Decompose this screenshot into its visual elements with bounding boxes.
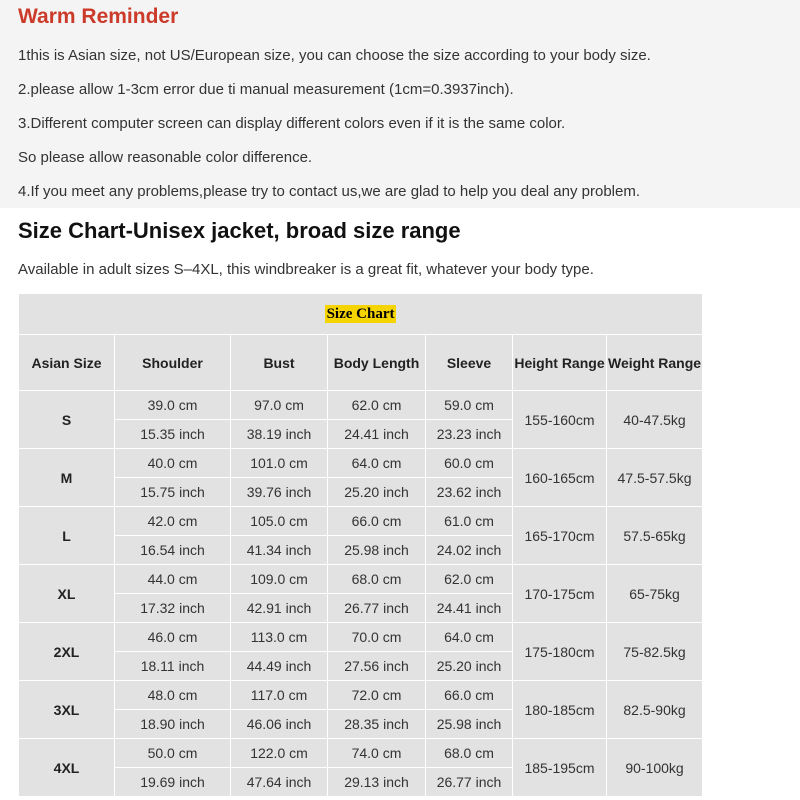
column-header-sleeve: Sleeve: [426, 335, 513, 391]
sleeve-cm-value: 66.0 cm: [426, 681, 513, 710]
column-header-weight-range: Weight Range: [607, 335, 703, 391]
height-range-value: 165-170cm: [513, 507, 607, 565]
sleeve-inch-value: 26.77 inch: [426, 768, 513, 797]
table-row: [19, 681, 703, 710]
size-label: L: [19, 507, 115, 565]
table-caption-row: [19, 294, 703, 335]
sleeve-inch-value: 25.20 inch: [426, 652, 513, 681]
shoulder-cm-value: 40.0 cm: [115, 449, 231, 478]
shoulder-inch-value: 16.54 inch: [115, 536, 231, 565]
sleeve-cm-value: 59.0 cm: [426, 391, 513, 420]
size-chart-subtitle: Available in adult sizes S–4XL, this windbreaker is a great fit, whatever your body type.: [18, 261, 594, 278]
weight-range-value: 57.5-65kg: [607, 507, 703, 565]
body-length-cm-value: 66.0 cm: [328, 507, 426, 536]
shoulder-cm-value: 42.0 cm: [115, 507, 231, 536]
body-length-inch-value: 26.77 inch: [328, 594, 426, 623]
weight-range-value: 65-75kg: [607, 565, 703, 623]
body-length-cm-value: 74.0 cm: [328, 739, 426, 768]
table-caption-cell: [19, 294, 703, 335]
bust-cm-value: 117.0 cm: [231, 681, 328, 710]
table-row: [19, 449, 703, 478]
bust-inch-value: 44.49 inch: [231, 652, 328, 681]
sleeve-cm-value: 64.0 cm: [426, 623, 513, 652]
column-header-shoulder: Shoulder: [115, 335, 231, 391]
size-label: 3XL: [19, 681, 115, 739]
shoulder-inch-value: 18.90 inch: [115, 710, 231, 739]
body-length-cm-value: 62.0 cm: [328, 391, 426, 420]
weight-range-value: 47.5-57.5kg: [607, 449, 703, 507]
body-length-cm-value: 72.0 cm: [328, 681, 426, 710]
sleeve-inch-value: 23.62 inch: [426, 478, 513, 507]
column-header-asian-size: Asian Size: [19, 335, 115, 391]
bust-cm-value: 105.0 cm: [231, 507, 328, 536]
weight-range-value: 82.5-90kg: [607, 681, 703, 739]
sleeve-inch-value: 25.98 inch: [426, 710, 513, 739]
sleeve-cm-value: 68.0 cm: [426, 739, 513, 768]
table-row: [19, 507, 703, 536]
reminder-note: So please allow reasonable color difference.: [18, 149, 313, 166]
bust-cm-value: 113.0 cm: [231, 623, 328, 652]
weight-range-value: 40-47.5kg: [607, 391, 703, 449]
bust-inch-value: 41.34 inch: [231, 536, 328, 565]
reminder-note: 2.please allow 1-3cm error due ti manual measurement (1cm=0.3937inch).: [18, 81, 514, 98]
bust-inch-value: 38.19 inch: [231, 420, 328, 449]
warm-reminder-panel: [0, 0, 800, 208]
height-range-value: 175-180cm: [513, 623, 607, 681]
size-label: XL: [19, 565, 115, 623]
column-header-height-range: Height Range: [513, 335, 607, 391]
column-header-bust: Bust: [231, 335, 328, 391]
sleeve-inch-value: 24.41 inch: [426, 594, 513, 623]
shoulder-cm-value: 44.0 cm: [115, 565, 231, 594]
body-length-inch-value: 29.13 inch: [328, 768, 426, 797]
table-row: [19, 623, 703, 652]
shoulder-inch-value: 17.32 inch: [115, 594, 231, 623]
shoulder-cm-value: 48.0 cm: [115, 681, 231, 710]
bust-inch-value: 46.06 inch: [231, 710, 328, 739]
reminder-title: Warm Reminder: [18, 5, 179, 28]
size-label: 4XL: [19, 739, 115, 797]
sleeve-cm-value: 61.0 cm: [426, 507, 513, 536]
size-chart-table: [18, 293, 703, 797]
height-range-value: 185-195cm: [513, 739, 607, 797]
reminder-note: 3.Different computer screen can display different colors even if it is the same color.: [18, 115, 566, 132]
shoulder-cm-value: 50.0 cm: [115, 739, 231, 768]
bust-cm-value: 97.0 cm: [231, 391, 328, 420]
sleeve-cm-value: 60.0 cm: [426, 449, 513, 478]
table-header-row: [19, 335, 703, 391]
bust-inch-value: 42.91 inch: [231, 594, 328, 623]
bust-cm-value: 101.0 cm: [231, 449, 328, 478]
body-length-inch-value: 25.98 inch: [328, 536, 426, 565]
bust-cm-value: 109.0 cm: [231, 565, 328, 594]
height-range-value: 155-160cm: [513, 391, 607, 449]
height-range-value: 160-165cm: [513, 449, 607, 507]
size-label: S: [19, 391, 115, 449]
body-length-cm-value: 64.0 cm: [328, 449, 426, 478]
height-range-value: 180-185cm: [513, 681, 607, 739]
body-length-inch-value: 28.35 inch: [328, 710, 426, 739]
shoulder-inch-value: 18.11 inch: [115, 652, 231, 681]
table-caption: Size Chart: [326, 306, 395, 322]
shoulder-inch-value: 15.75 inch: [115, 478, 231, 507]
size-chart-heading: Size Chart-Unisex jacket, broad size range: [18, 218, 461, 243]
height-range-value: 170-175cm: [513, 565, 607, 623]
body-length-cm-value: 70.0 cm: [328, 623, 426, 652]
reminder-note: 4.If you meet any problems,please try to contact us,we are glad to help you deal any problem.: [18, 183, 641, 200]
shoulder-cm-value: 39.0 cm: [115, 391, 231, 420]
shoulder-inch-value: 15.35 inch: [115, 420, 231, 449]
weight-range-value: 75-82.5kg: [607, 623, 703, 681]
table-row: [19, 739, 703, 768]
body-length-inch-value: 24.41 inch: [328, 420, 426, 449]
weight-range-value: 90-100kg: [607, 739, 703, 797]
body-length-cm-value: 68.0 cm: [328, 565, 426, 594]
size-label: 2XL: [19, 623, 115, 681]
size-label: M: [19, 449, 115, 507]
shoulder-inch-value: 19.69 inch: [115, 768, 231, 797]
sleeve-inch-value: 23.23 inch: [426, 420, 513, 449]
table-row: [19, 391, 703, 420]
bust-cm-value: 122.0 cm: [231, 739, 328, 768]
table-row: [19, 565, 703, 594]
bust-inch-value: 39.76 inch: [231, 478, 328, 507]
shoulder-cm-value: 46.0 cm: [115, 623, 231, 652]
bust-inch-value: 47.64 inch: [231, 768, 328, 797]
sleeve-inch-value: 24.02 inch: [426, 536, 513, 565]
column-header-body-length: Body Length: [328, 335, 426, 391]
reminder-note: 1this is Asian size, not US/European size, you can choose the size according to your body size.: [18, 47, 651, 64]
body-length-inch-value: 27.56 inch: [328, 652, 426, 681]
sleeve-cm-value: 62.0 cm: [426, 565, 513, 594]
body-length-inch-value: 25.20 inch: [328, 478, 426, 507]
